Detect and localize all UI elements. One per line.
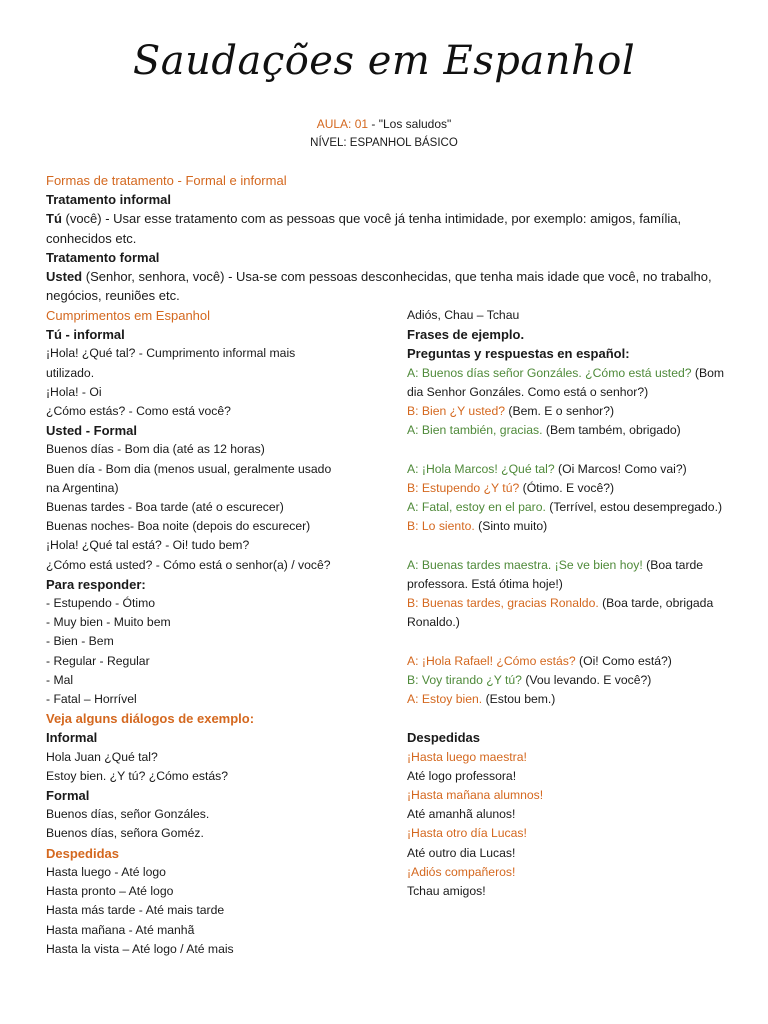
list-item: - Bien - Bem [46, 634, 114, 649]
list-item: ¡Hola! ¿Qué tal? - Cumprimento informal mais utilizado. [46, 346, 296, 380]
despedidas-heading-left: Despedidas [46, 845, 119, 861]
farewell-pt: Até logo professora! [407, 768, 517, 783]
list-item: Buenas noches- Boa noite (depois do escurecer) [46, 519, 311, 534]
left-column [46, 306, 346, 959]
adios-line: Adiós, Chau – Tchau [407, 308, 520, 322]
dialog-es: B: Voy tirando ¿Y tú? [407, 672, 522, 687]
list-item: ¿Cómo está usted? - Cómo está o senhor(a) / você? [46, 557, 331, 572]
dialog-pt: (Estou bem.) [482, 692, 556, 707]
dialog-line [407, 421, 729, 440]
dialog-pt: (Bem também, obrigado) [542, 423, 681, 438]
right-column [407, 306, 729, 901]
informal-heading: Tratamento informal [46, 192, 171, 208]
lesson-name: - "Los saludos" [368, 117, 452, 131]
dialog-pt: (Vou levando. E você?) [521, 672, 652, 687]
usted-word: Usted [46, 269, 83, 285]
dialog-line [407, 671, 729, 690]
page-title: Saudações em Espanhol [132, 38, 636, 84]
dialogs-heading: Veja alguns diálogos de exemplo: [46, 711, 255, 727]
dialog-line [407, 594, 729, 632]
lesson-line [0, 117, 768, 131]
dialog-es: A: Bien también, gracias. [407, 423, 543, 438]
usted-formal-heading: Usted - Formal [46, 423, 138, 439]
list-item: Estoy bien. ¿Y tú? ¿Cómo estás? [46, 768, 228, 783]
list-item: - Regular - Regular [46, 653, 150, 668]
level-line: NÍVEL: ESPANHOL BÁSICO [310, 137, 458, 149]
frases-heading: Frases de ejemplo. [407, 327, 525, 343]
list-item: Hasta pronto – Até logo [46, 884, 174, 899]
dialog-es: A: Estoy bien. [407, 692, 483, 707]
para-responder-heading: Para responder: [46, 576, 146, 592]
formal-dialog-heading: Formal [46, 788, 90, 804]
dialog-es: A: Fatal, estoy en el paro. [407, 500, 546, 515]
dialog-pt: (Oi! Como está?) [575, 653, 672, 668]
dialog-pt: (Sinto muito) [474, 519, 548, 534]
dialog-pt: (Oi Marcos! Como vai?) [554, 461, 687, 476]
list-item: - Estupendo - Ótimo [46, 596, 156, 611]
section-title-forms: Formas de tratamento - Formal e informal [46, 173, 287, 188]
formal-heading: Tratamento formal [46, 249, 160, 265]
tu-text: (você) - Usar esse tratamento com as pessoas que você já tenha intimidade, por exemplo: amigos, família, conhecidos etc. [46, 211, 682, 246]
informal-dialog-heading: Informal [46, 730, 98, 746]
spacer [407, 536, 729, 555]
farewell-pt: Tchau amigos! [407, 884, 486, 899]
list-item: - Fatal – Horrível [46, 692, 137, 707]
dialog-es: A: Buenos días señor Gonzáles. ¿Cómo está usted? [407, 365, 692, 380]
farewell-pt: Até outro dia Lucas! [407, 845, 516, 860]
dialog-line [407, 498, 729, 517]
dialog-pt: (Bom dia Senhor Gonzáles. Como está o senhor?) [407, 365, 725, 399]
list-item: ¡Hola! - Oi [46, 384, 102, 399]
list-item: Buen día - Bom dia (menos usual, geralmente usado na Argentina) [46, 461, 332, 495]
dialog-line [407, 690, 729, 709]
tu-word: Tú [46, 211, 62, 227]
farewell-es: ¡Hasta mañana alumnos! [407, 788, 544, 803]
dialog-es: A: Buenas tardes maestra. ¡Se ve bien hoy! [407, 557, 643, 572]
farewell-pt: Até amanhã alunos! [407, 807, 516, 822]
spacer [407, 440, 729, 459]
lesson-label: AULA: 01 [316, 117, 369, 131]
dialog-line [407, 402, 729, 421]
farewell-es: ¡Hasta otro día Lucas! [407, 826, 527, 841]
list-item: - Muy bien - Muito bem [46, 615, 171, 630]
dialog-line [407, 517, 729, 536]
dialog-es: A: ¡Hola Marcos! ¿Qué tal? [407, 461, 555, 476]
preguntas-heading: Preguntas y respuestas en español: [407, 346, 630, 362]
tu-paragraph [46, 209, 736, 247]
dialog-pt: (Bem. E o senhor?) [505, 404, 615, 419]
dialog-pt: (Boa tarde professora. Está ótima hoje!) [407, 557, 704, 591]
farewell-es: ¡Adiós compañeros! [407, 864, 516, 879]
list-item: ¿Cómo estás? - Como está você? [46, 404, 231, 419]
dialog-pt: (Terrível, estou desempregado.) [545, 500, 723, 515]
spacer [407, 709, 729, 728]
dialog-es: B: Estupendo ¿Y tú? [407, 480, 520, 495]
list-item: Buenos días - Bom dia (até as 12 horas) [46, 442, 265, 457]
dialog-pt: (Boa tarde, obrigada Ronaldo.) [407, 596, 714, 630]
farewell-es: ¡Hasta luego maestra! [407, 749, 527, 764]
list-item: Hasta luego - Até logo [46, 864, 166, 879]
dialog-es: B: Bien ¿Y usted? [407, 404, 506, 419]
intro-section [46, 171, 736, 305]
despedidas-heading-right: Despedidas [407, 730, 480, 746]
list-item: Buenas tardes - Boa tarde (até o escurecer) [46, 500, 284, 515]
tu-informal-heading: Tú - informal [46, 327, 125, 343]
dialog-line [407, 460, 729, 479]
dialog-es: B: Buenas tardes, gracias Ronaldo. [407, 596, 599, 611]
dialog-es: A: ¡Hola Rafael! ¿Cómo estás? [407, 653, 576, 668]
dialog-es: B: Lo siento. [407, 519, 475, 534]
list-item: Buenos días, señora Goméz. [46, 826, 204, 841]
usted-text: (Senhor, senhora, você) - Usa-se com pessoas desconhecidas, que tenha mais idade que você, no trabalho, negócios, reuniões etc. [46, 269, 712, 304]
dialog-line [407, 652, 729, 671]
list-item: Hasta más tarde - Até mais tarde [46, 903, 225, 918]
usted-paragraph [46, 267, 736, 305]
spacer [407, 632, 729, 651]
list-item: Hasta mañana - Até manhã [46, 922, 195, 937]
list-item: Hola Juan ¿Qué tal? [46, 749, 158, 764]
cumprimentos-heading: Cumprimentos em Espanhol [46, 308, 211, 323]
dialog-line [407, 364, 729, 402]
dialog-pt: (Ótimo. E você?) [519, 480, 615, 495]
list-item: Buenos días, señor Gonzáles. [46, 807, 210, 822]
dialog-line [407, 556, 729, 594]
dialog-line [407, 479, 729, 498]
list-item: ¡Hola! ¿Qué tal está? - Oi! tudo bem? [46, 538, 250, 553]
list-item: Hasta la vista – Até logo / Até mais [46, 941, 234, 956]
list-item: - Mal [46, 672, 74, 687]
